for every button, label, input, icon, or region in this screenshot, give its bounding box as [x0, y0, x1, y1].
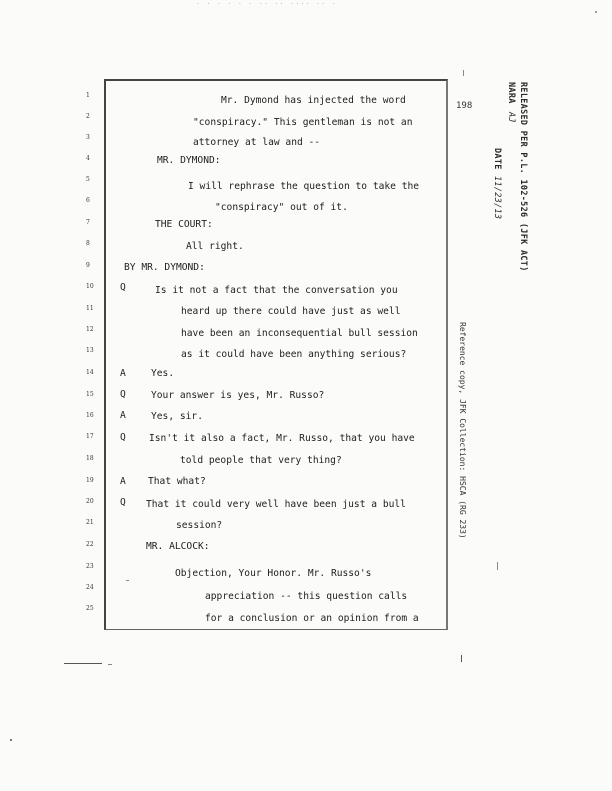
line-number: 5	[86, 176, 90, 183]
scan-mark	[108, 664, 112, 665]
transcript-line: Isn't it also a fact, Mr. Russo, that you have	[149, 433, 415, 444]
scan-mark	[463, 70, 464, 76]
scan-mark	[10, 739, 12, 741]
transcript-line: That it could very well have been just a bull	[146, 499, 406, 510]
transcript-line: Mr. Dymond has injected the word	[221, 95, 406, 106]
transcript-line: as it could have been anything serious?	[181, 349, 407, 360]
transcript-line: appreciation -- this question calls	[205, 591, 408, 602]
line-number: 10	[86, 283, 94, 290]
speaker-marker: Q	[120, 282, 126, 293]
transcript-line: attorney at law and --	[193, 137, 321, 148]
line-number: 21	[86, 519, 94, 526]
line-number: 1	[86, 92, 90, 99]
transcript-line: for a conclusion or an opinion from a	[205, 613, 419, 624]
transcript-line: MR. DYMOND:	[157, 155, 221, 166]
line-number: 25	[86, 605, 94, 612]
line-number: 12	[86, 326, 94, 333]
line-number: 22	[86, 541, 94, 548]
scan-mark	[595, 11, 597, 13]
line-number: 2	[86, 113, 90, 120]
line-number: 16	[86, 412, 94, 419]
transcript-line: session?	[176, 520, 223, 531]
transcript-line: Your answer is yes, Mr. Russo?	[151, 390, 325, 401]
transcript-line: "conspiracy." This gentleman is not an	[193, 117, 413, 128]
speaker-marker: A	[120, 368, 126, 379]
line-number: 13	[86, 347, 94, 354]
scan-mark	[461, 655, 462, 662]
transcript-line: Objection, Your Honor. Mr. Russo's	[175, 568, 372, 579]
stamp-date-value: 11/23/13	[492, 176, 502, 220]
speaker-marker: A	[120, 476, 126, 487]
transcript-line: THE COURT:	[155, 219, 213, 230]
transcript-line: That what?	[148, 476, 206, 487]
line-number: 9	[86, 262, 90, 269]
transcript-line: MR. ALCOCK:	[146, 541, 210, 552]
line-number: 4	[86, 155, 90, 162]
transcript-line: BY MR. DYMOND:	[124, 262, 205, 273]
transcript-line: All right.	[186, 241, 244, 252]
line-number: 19	[86, 477, 94, 484]
transcript-line: "conspiracy" out of it.	[215, 202, 348, 213]
line-number: 24	[86, 584, 94, 591]
stamp-release-line: RELEASED PER P.L. 102-526 (JFK ACT)	[518, 82, 528, 272]
scan-mark	[497, 562, 498, 570]
speaker-marker: Q	[120, 432, 126, 443]
line-number: 15	[86, 391, 94, 398]
transcript-line: Yes, sir.	[151, 411, 203, 422]
line-number: 23	[86, 563, 94, 570]
line-number: 8	[86, 240, 90, 247]
scan-mark	[126, 580, 129, 581]
transcript-line: heard up there could have just as well	[181, 306, 401, 317]
page-number: 198	[456, 101, 473, 111]
scan-mark	[64, 663, 102, 664]
transcript-line: I will rephrase the question to take the	[188, 181, 420, 192]
declassification-stamp	[474, 82, 534, 272]
line-number: 3	[86, 134, 90, 141]
line-number: 11	[86, 305, 94, 312]
reference-copy-note: Reference copy, JFK Collection: HSCA (RG 233)	[458, 322, 467, 539]
transcript-line: Yes.	[151, 368, 175, 379]
stamp-date-label: DATE	[492, 148, 502, 170]
transcript-line: have been an inconsequential bull session	[181, 328, 418, 339]
speaker-marker: Q	[120, 497, 126, 508]
line-number: 6	[86, 197, 90, 204]
line-number: 14	[86, 369, 94, 376]
stamp-nara: NARA	[506, 82, 516, 104]
transcript-line: told people that very thing?	[180, 455, 342, 466]
header-scribble: · · · · · · ·· ·· ···· ·· ·	[196, 0, 337, 8]
stamp-initials: AJ	[506, 112, 516, 123]
speaker-marker: A	[120, 410, 126, 421]
transcript-line: Is it not a fact that the conversation you	[155, 285, 398, 296]
line-number: 7	[86, 219, 90, 226]
line-number: 20	[86, 498, 94, 505]
line-number: 17	[86, 433, 94, 440]
line-number: 18	[86, 455, 94, 462]
speaker-marker: Q	[120, 389, 126, 400]
